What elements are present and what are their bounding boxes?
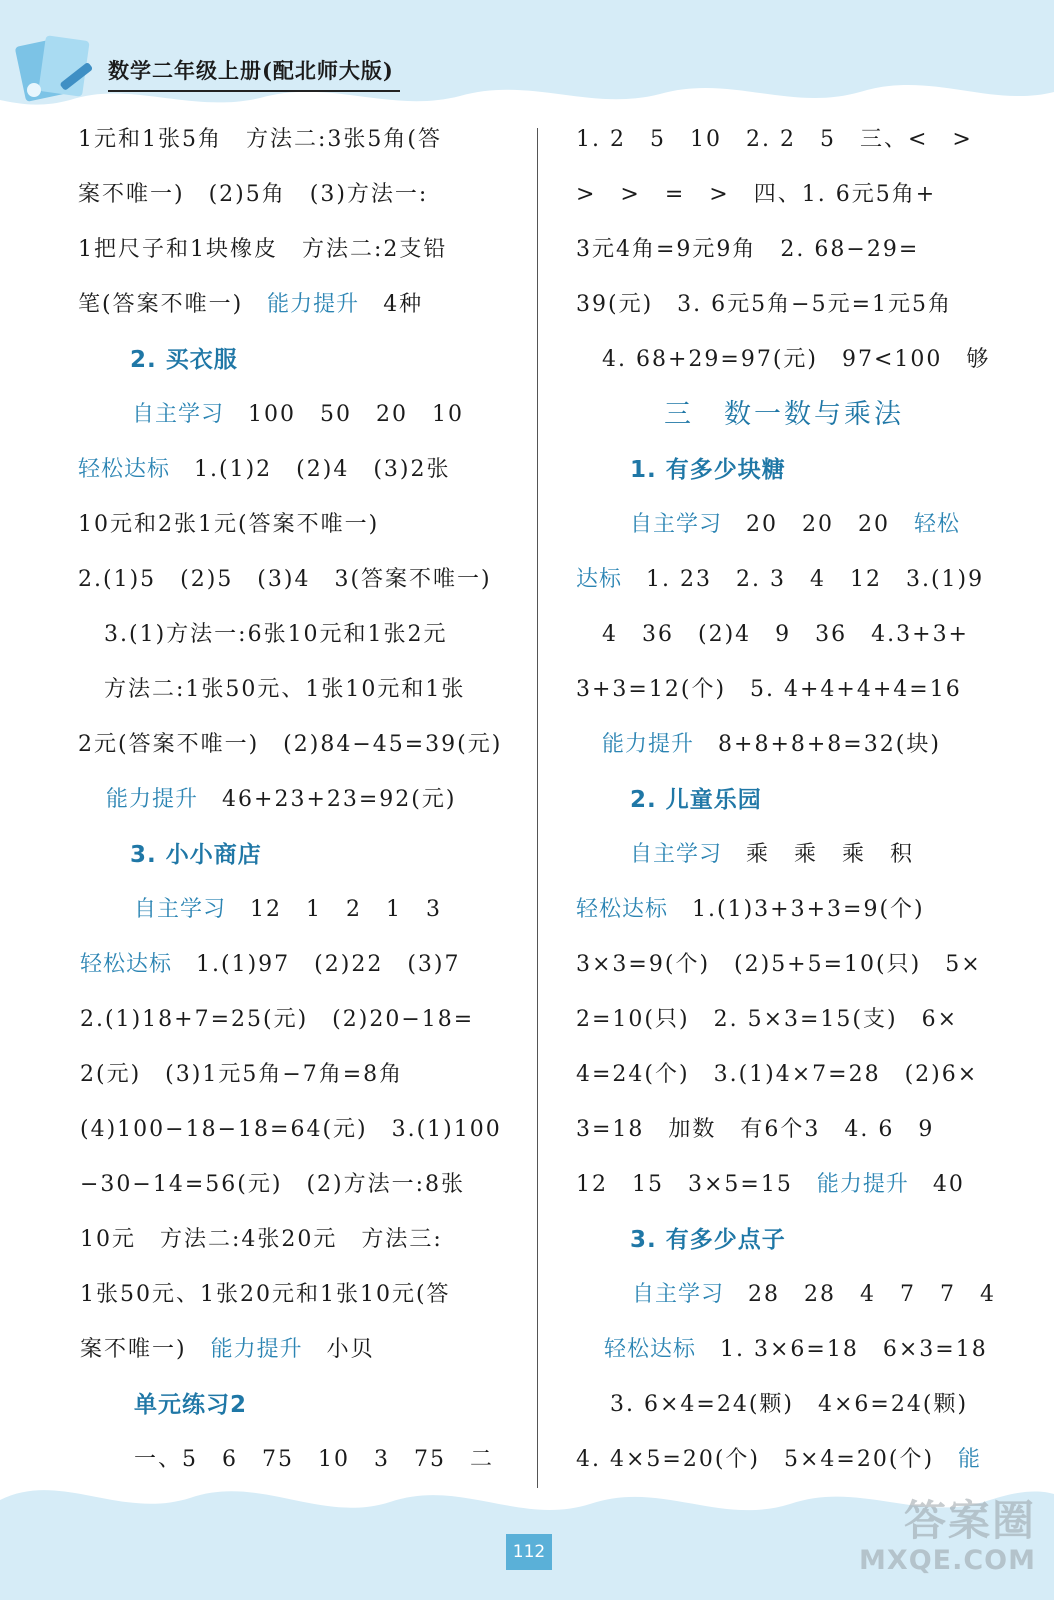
page-number: 112 <box>506 1534 552 1570</box>
section-label: 能力提升 <box>210 1337 303 1362</box>
answer-text: 1. 3×6=18 6×3=18 <box>696 1337 988 1362</box>
answer-text: 12 15 3×5=15 <box>576 1172 817 1197</box>
answer-text: 3+3=12(个) 5. 4+4+4+4=16 <box>576 677 962 702</box>
answer-text: 28 28 4 7 7 4 <box>724 1282 996 1307</box>
section-label: 轻松达标 <box>78 457 171 482</box>
answer-text: 2元(答案不唯一) (2)84−45=39(元) <box>78 732 503 757</box>
answer-text: 8+8+8+8=32(块) <box>694 732 941 757</box>
answer-text: 2(元) (3)1元5角−7角=8角 <box>80 1062 404 1087</box>
answer-text: 2.(1)18+7=25(元) (2)20−18= <box>80 1007 475 1032</box>
answer-text: 小贝 <box>302 1337 375 1362</box>
answer-text: 39(元) 3. 6元5角−5元=1元5角 <box>576 292 952 317</box>
answer-line <box>80 1275 451 1315</box>
answer-line <box>576 1165 965 1205</box>
section-label: 能力提升 <box>267 292 360 317</box>
book-icon <box>14 28 106 110</box>
answer-text: 1. 23 2. 3 4 12 3.(1)9 <box>622 567 985 592</box>
answer-line <box>78 175 428 215</box>
answer-line <box>80 945 460 985</box>
answer-line <box>576 120 973 160</box>
answer-line <box>630 1220 786 1260</box>
answer-line <box>78 560 492 600</box>
answer-line <box>80 1110 502 1150</box>
answer-line <box>130 835 262 875</box>
answer-text: 20 20 20 <box>722 512 914 537</box>
answer-line <box>78 230 447 270</box>
answer-line <box>576 890 925 930</box>
answer-text: (4)100−18−18=64(元) 3.(1)100 <box>80 1117 502 1142</box>
section-heading: 单元练习2 <box>134 1392 248 1418</box>
column-divider <box>537 128 538 1488</box>
answer-line <box>80 1330 375 1370</box>
answer-line <box>576 670 962 710</box>
section-label: 轻松达标 <box>80 952 173 977</box>
answer-text: 方法二:1张50元、1张10元和1张 <box>104 677 466 702</box>
answer-line <box>78 505 379 545</box>
answer-line <box>78 120 442 160</box>
answer-text: 1. 2 5 10 2. 2 5 三、< > <box>576 127 973 152</box>
answer-line <box>576 1055 978 1095</box>
answer-line <box>604 1330 988 1370</box>
answer-line <box>78 725 502 765</box>
answer-text: 4 36 (2)4 9 36 4.3+3+ <box>602 622 969 647</box>
answer-text: 2.(1)5 (2)5 (3)4 3(答案不唯一) <box>78 567 492 592</box>
answer-text: 1.(1)97 (2)22 (3)7 <box>172 952 461 977</box>
answer-line <box>576 560 984 600</box>
answer-text: 4种 <box>359 292 424 317</box>
answer-text: 40 <box>908 1172 965 1197</box>
answer-text: 1.(1)2 (2)4 (3)2张 <box>170 457 451 482</box>
section-label: 自主学习 <box>630 842 723 867</box>
answer-line <box>576 175 936 215</box>
answer-text: 100 50 20 10 <box>224 402 464 427</box>
section-heading: 3. 小小商店 <box>130 842 262 868</box>
answer-text: 3. 6×4=24(颗) 4×6=24(颗) <box>610 1392 969 1417</box>
answer-line <box>632 1275 996 1315</box>
answer-text: 4=24(个) 3.(1)4×7=28 (2)6× <box>576 1062 979 1087</box>
section-label: 能 <box>958 1447 982 1472</box>
answer-text: 1.(1)3+3+3=9(个) <box>668 897 925 922</box>
section-heading: 3. 有多少点子 <box>630 1227 786 1253</box>
answer-line <box>664 395 904 435</box>
answer-text: 乘 乘 乘 积 <box>722 842 915 867</box>
section-label: 轻松达标 <box>576 897 669 922</box>
section-label: 自主学习 <box>630 512 723 537</box>
answer-text: 3元4角=9元9角 2. 68−29= <box>576 237 920 262</box>
answer-line <box>630 450 786 490</box>
answer-text: 3.(1)方法一:6张10元和1张2元 <box>104 622 448 647</box>
section-heading: 三 数一数与乘法 <box>664 399 904 430</box>
answer-text: 1元和1张5角 方法二:3张5角(答 <box>78 127 442 152</box>
answer-line <box>78 285 423 325</box>
section-heading: 2. 儿童乐园 <box>630 787 762 813</box>
answer-text: 12 1 2 1 3 <box>226 897 442 922</box>
answer-line <box>80 1000 474 1040</box>
answer-line <box>610 1385 968 1425</box>
section-heading: 1. 有多少块糖 <box>630 457 786 483</box>
answer-text: 案不唯一) <box>80 1337 211 1362</box>
answer-line <box>132 395 464 435</box>
answer-line <box>130 340 238 380</box>
answer-text: 4. 68+29=97(元) 97<100 够 <box>602 347 991 372</box>
answer-line <box>576 285 952 325</box>
answer-line <box>80 1220 443 1260</box>
answer-line <box>630 505 960 545</box>
answer-text: −30−14=56(元) (2)方法一:8张 <box>80 1172 466 1197</box>
answer-text: 3=18 加数 有6个3 4. 6 9 <box>576 1117 935 1142</box>
answer-line <box>80 1165 465 1205</box>
section-heading: 2. 买衣服 <box>130 347 238 373</box>
section-label: 轻松 <box>914 512 961 537</box>
answer-text: 1把尺子和1块橡皮 方法二:2支铅 <box>78 237 448 262</box>
answer-line <box>576 945 982 985</box>
answer-line <box>134 1385 247 1425</box>
answer-line <box>104 670 465 710</box>
answer-line <box>602 725 941 765</box>
page-header-title: 数学二年级上册(配北师大版) <box>108 56 400 92</box>
answer-text: 2=10(只) 2. 5×3=15(支) 6× <box>576 1007 959 1032</box>
answer-line <box>80 1055 403 1095</box>
answer-line <box>630 835 914 875</box>
answer-text: 4. 4×5=20(个) 5×4=20(个) <box>576 1447 959 1472</box>
answer-text: > > = > 四、1. 6元5角+ <box>576 182 937 207</box>
answer-line <box>104 615 448 655</box>
answer-line <box>576 230 919 270</box>
section-label: 能力提升 <box>106 787 199 812</box>
section-label: 轻松达标 <box>604 1337 697 1362</box>
answer-line <box>576 1000 958 1040</box>
answer-text: 一、5 6 75 10 3 75 二 <box>134 1447 494 1472</box>
section-label: 能力提升 <box>816 1172 909 1197</box>
answer-line <box>576 1110 934 1150</box>
section-label: 自主学习 <box>632 1282 725 1307</box>
answer-line <box>602 615 969 655</box>
section-label: 达标 <box>576 567 623 592</box>
watermark-logo <box>846 1496 1036 1586</box>
answer-text: 10元和2张1元(答案不唯一) <box>78 512 380 537</box>
answer-text: 10元 方法二:4张20元 方法三: <box>80 1227 443 1252</box>
watermark-text: 答案圈 <box>903 1496 1036 1545</box>
answer-text: 案不唯一) (2)5角 (3)方法一: <box>78 182 429 207</box>
answer-line <box>134 890 442 930</box>
watermark-url: MXQE.COM <box>859 1545 1036 1576</box>
answer-line <box>602 340 990 380</box>
section-label: 自主学习 <box>134 897 227 922</box>
answer-text: 1张50元、1张20元和1张10元(答 <box>80 1282 451 1307</box>
answer-text: 3×3=9(个) (2)5+5=10(只) 5× <box>576 952 982 977</box>
answer-line <box>630 780 762 820</box>
answer-line <box>78 450 451 490</box>
answer-line <box>106 780 456 820</box>
section-label: 自主学习 <box>132 402 225 427</box>
section-label: 能力提升 <box>602 732 695 757</box>
answer-text: 笔(答案不唯一) <box>78 292 268 317</box>
answer-text: 46+23+23=92(元) <box>198 787 457 812</box>
